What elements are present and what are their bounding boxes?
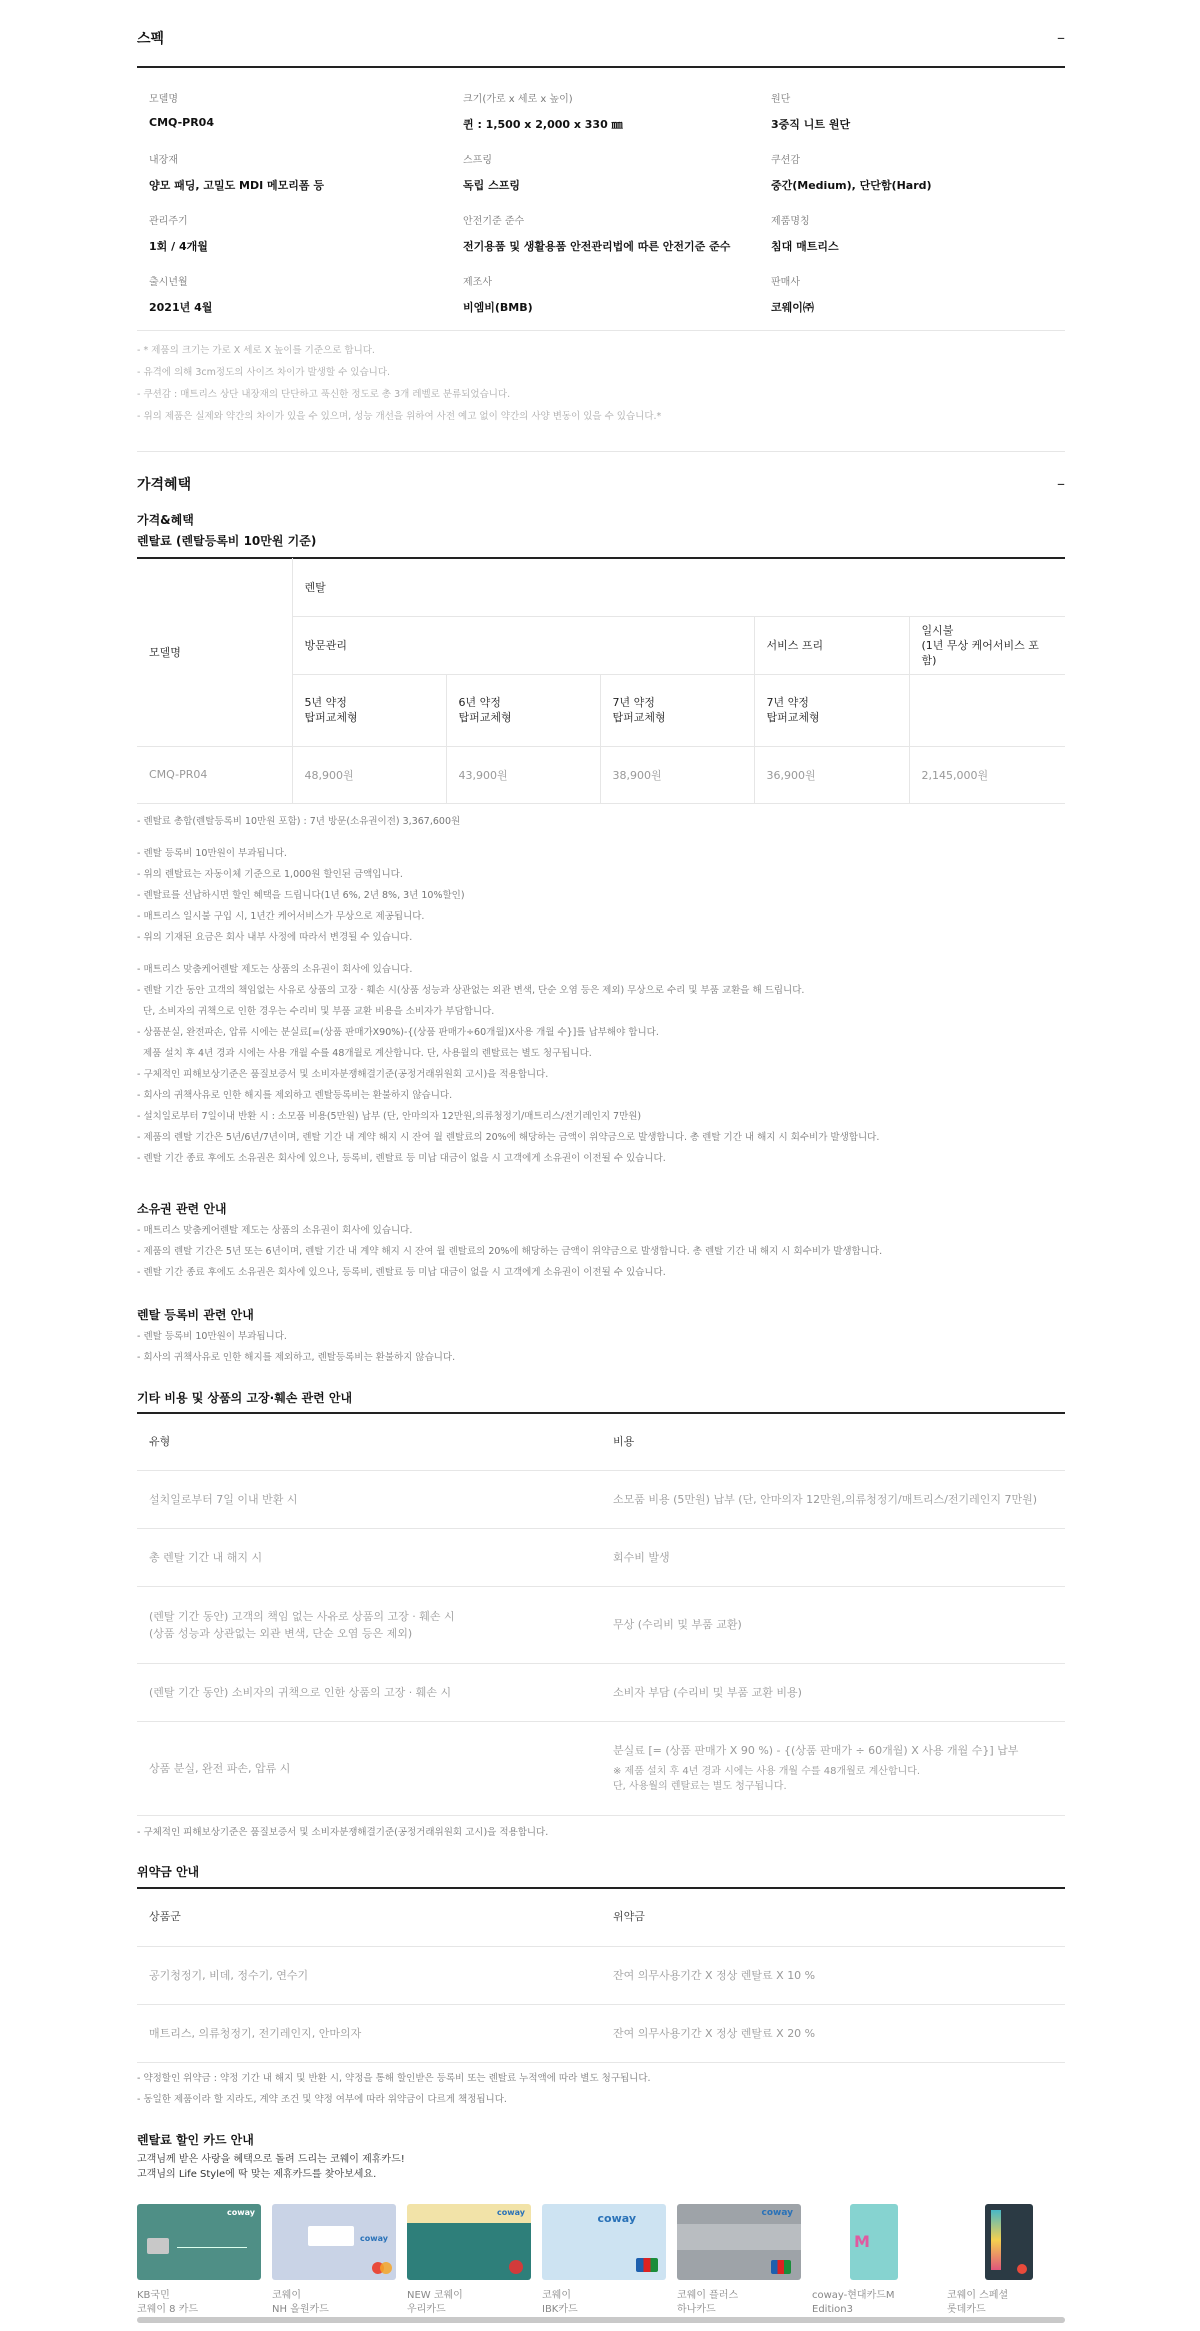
col-header-product: 상품군 (137, 1888, 601, 1946)
plan-header: 5년 약정 탑퍼교체형 (292, 674, 446, 746)
rental-note: - 구체적인 피해보상기준은 품질보증서 및 소비자분쟁해결기준(공정거래위원회 고시)을 적용합니다. (137, 1069, 549, 1080)
section-divider (137, 451, 1065, 452)
spec-value: 독립 스프링 (463, 179, 520, 192)
spec-item (771, 273, 814, 315)
spec-section-header[interactable] (137, 28, 1065, 48)
spec-label: 스프링 (463, 155, 492, 166)
spec-label: 모델명 (149, 94, 178, 105)
spec-label: 내장재 (149, 155, 178, 166)
total-note: - 렌탈료 총합(렌탈등록비 10만원 포함) : 7년 방문(소유권이전) 3,367,600원 (137, 816, 461, 827)
spec-label: 관리주기 (149, 216, 188, 227)
spec-label: 출시년월 (149, 277, 188, 288)
card-name: 코웨이 스페셜 롯데카드 (947, 2290, 1009, 2315)
spec-value: 코웨이㈜ (771, 301, 814, 314)
lump-sum-header: 일시불 (1년 무상 케어서비스 포함) (909, 616, 1065, 674)
spec-value: CMQ-PR04 (149, 116, 214, 129)
type-cell: 총 렌탈 기간 내 해지 시 (137, 1528, 601, 1586)
row-price: 2,145,000원 (909, 746, 1065, 803)
price-collapse-icon[interactable]: – (1057, 474, 1065, 493)
type-cell: (렌탈 기간 동안) 소비자의 귀책으로 인한 상품의 고장 · 훼손 시 (137, 1663, 601, 1721)
ownership-note: - 제품의 렌탈 기간은 5년 또는 6년이며, 렌탈 기간 내 계약 해지 시 잔여 월 렌탈료의 20%에 해당하는 금액이 위약금으로 발생합니다. 총 렌탈 기간 내 해지 시 회수비가 발생합니다. (137, 1246, 883, 1257)
card-desc-line: 고객님께 받은 사랑을 혜택으로 돌려 드리는 코웨이 제휴카드! (137, 2154, 405, 2165)
spec-note: - 유격에 의해 3cm정도의 사이즈 차이가 발생할 수 있습니다. (137, 367, 391, 378)
card-image[interactable] (850, 2204, 898, 2280)
card-brand: coway (597, 2212, 636, 2225)
card-name: 코웨이 플러스 하나카드 (677, 2290, 739, 2315)
card-brand: coway (227, 2208, 255, 2217)
card-band (677, 2224, 801, 2250)
mastercard-icon (1017, 2264, 1027, 2274)
card-brand: coway (761, 2208, 793, 2218)
spec-value: 2021년 4월 (149, 301, 213, 314)
col-header-penalty: 위약금 (601, 1888, 1065, 1946)
loss-fee-sub: ※ 제품 설치 후 4년 경과 시에는 사용 개월 수를 48개월로 계산합니다. 단, 사용월의 렌탈료는 별도 청구됩니다. (613, 1766, 921, 1792)
price-section-header[interactable] (137, 474, 1065, 494)
spec-value: 전기용품 및 생활용품 안전관리법에 따른 안전기준 준수 (463, 240, 731, 253)
rental-note: - 렌탈 등록비 10만원이 부과됩니다. (137, 848, 287, 859)
spec-item (149, 273, 212, 315)
rental-note: - 상품분실, 완전파손, 압류 시에는 분실료[=(상품 판매가X90%)-{(상품 판매가÷60개월)X사용 개월 수}]를 납부해야 합니다. (137, 1027, 659, 1038)
plan-header: 7년 약정 탑퍼교체형 (600, 674, 754, 746)
unionpay-icon (636, 2258, 658, 2272)
card-line (177, 2247, 247, 2248)
penalty-note: - 약정할인 위약금 : 약정 기간 내 해지 및 반환 시, 약정을 통해 할인받은 등록비 또는 렌탈료 누적액에 따라 별도 청구됩니다. (137, 2073, 651, 2084)
rental-note: - 제품의 렌탈 기간은 5년/6년/7년이며, 렌탈 기간 내 계약 해지 시 잔여 월 렌탈료의 20%에 해당하는 금액이 위약금으로 발생합니다. 총 렌탈 기간 내 해지 시 회수비가 발생합니다. (137, 1132, 880, 1143)
plan-header: 6년 약정 탑퍼교체형 (446, 674, 600, 746)
registration-notes (137, 1326, 1065, 1368)
card-image[interactable] (985, 2204, 1033, 2280)
spec-item (463, 151, 520, 193)
model-header: 모델명 (137, 558, 292, 746)
card-name: 코웨이 NH 올원카드 (272, 2290, 329, 2315)
spec-label: 쿠션감 (771, 155, 800, 166)
scrollbar-thumb[interactable] (137, 2317, 1065, 2323)
spec-item (463, 212, 730, 254)
spec-item (771, 90, 850, 132)
card-image[interactable] (542, 2204, 666, 2280)
loss-fee-formula: 분실료 [= (상품 판매가 X 90 %) - {(상품 판매가 ÷ 60개월) X 사용 개월 수}] 납부 (613, 1744, 1019, 1757)
card-mark-icon (509, 2260, 523, 2274)
card-image[interactable] (407, 2204, 531, 2280)
spec-divider (137, 66, 1065, 68)
card-title: 렌탈료 할인 카드 안내 (137, 2133, 254, 2147)
card-desc (137, 2152, 405, 2182)
jcb-icon (771, 2260, 791, 2274)
penalty-cell: 잔여 의무사용기간 X 정상 렌탈료 X 10 % (601, 1946, 1065, 2004)
spec-note: - * 제품의 크기는 가로 X 세로 X 높이를 기준으로 합니다. (137, 345, 375, 356)
penalty-cell: 잔여 의무사용기간 X 정상 렌탈료 X 20 % (601, 2004, 1065, 2062)
registration-note: - 렌탈 등록비 10만원이 부과됩니다. (137, 1331, 287, 1342)
card-image[interactable] (272, 2204, 396, 2280)
ownership-notes (137, 1220, 1065, 1283)
cost-cell: 무상 (수리비 및 부품 교환) (601, 1586, 1065, 1663)
cost-cell: 회수비 발생 (601, 1528, 1065, 1586)
penalty-table (137, 1888, 1065, 2063)
visit-header: 방문관리 (292, 616, 754, 674)
spec-value: 비엠비(BMB) (463, 301, 533, 314)
ownership-title: 소유권 관련 안내 (137, 1202, 227, 1216)
cost-cell (601, 1721, 1065, 1815)
card-brand: coway (360, 2234, 388, 2243)
rental-note: - 위의 기재된 요금은 회사 내부 사정에 따라서 변경될 수 있습니다. (137, 932, 413, 943)
spec-label: 제품명칭 (771, 216, 810, 227)
spec-label: 원단 (771, 94, 791, 105)
card-stripe (991, 2210, 1001, 2270)
rental-note: - 매트리스 일시불 구입 시, 1년간 케어서비스가 무상으로 제공됩니다. (137, 911, 425, 922)
row-price: 43,900원 (446, 746, 600, 803)
rental-notes (137, 811, 1065, 1169)
service-free-header: 서비스 프리 (754, 616, 909, 674)
empty-cell (909, 674, 1065, 746)
registration-title: 렌탈 등록비 관련 안내 (137, 1308, 254, 1322)
card-image[interactable] (677, 2204, 801, 2280)
price-subtitle: 가격&혜택 (137, 513, 194, 527)
spec-value: 퀸 : 1,500 x 2,000 x 330 ㎜ (463, 118, 623, 131)
rental-fee-title: 렌탈료 (렌탈등록비 10만원 기준) (137, 534, 317, 548)
spec-note: - 위의 제품은 실제와 약간의 차이가 있을 수 있으며, 성능 개선을 위하여 사전 예고 없이 약간의 사양 변동이 있을 수 있습니다.* (137, 411, 662, 422)
card-name: coway-현대카드M Edition3 (812, 2290, 895, 2315)
other-costs-title: 기타 비용 및 상품의 고장·훼손 관련 안내 (137, 1391, 353, 1405)
spec-label: 안전기준 준수 (463, 216, 525, 227)
rental-fee-table (137, 558, 1065, 804)
spec-value: 침대 매트리스 (771, 240, 839, 253)
other-costs-table (137, 1413, 1065, 1816)
rental-note: 제품 설치 후 4년 경과 시에는 사용 개월 수를 48개월로 계산합니다. 단, 사용월의 렌탈료는 별도 청구됩니다. (137, 1048, 592, 1059)
registration-note: - 회사의 귀책사유로 인한 해지를 제외하고, 렌탈등록비는 환불하지 않습니다. (137, 1352, 456, 1363)
spec-value: 양모 패딩, 고밀도 MDI 메모리폼 등 (149, 179, 325, 192)
rental-note: - 설치일로부터 7일이내 반환 시 : 소모품 비용(5만원) 납부 (단, 안마의자 12만원,의류청정기/매트리스/전기레인지 7만원) (137, 1111, 642, 1122)
rental-note: - 매트리스 맞춤케어렌탈 제도는 상품의 소유권이 회사에 있습니다. (137, 964, 413, 975)
col-header-type: 유형 (137, 1413, 601, 1470)
penalty-title: 위약금 안내 (137, 1865, 200, 1879)
spec-note: - 쿠션감 : 매트리스 상단 내장재의 단단하고 푹신한 정도로 총 3개 레벨로 분류되었습니다. (137, 389, 511, 400)
spec-value: 3중직 니트 원단 (771, 118, 851, 131)
card-name: KB국민 코웨이 8 카드 (137, 2290, 199, 2315)
ownership-note: - 렌탈 기간 종료 후에도 소유권은 회사에 있으나, 등록비, 렌탈료 등 미납 대금이 없을 시 고객에게 소유권이 이전될 수 있습니다. (137, 1267, 666, 1278)
card-brand: coway (497, 2208, 525, 2217)
row-price: 38,900원 (600, 746, 754, 803)
card-carousel-scrollbar[interactable] (137, 2317, 1065, 2323)
spec-item (149, 151, 324, 193)
rental-header: 렌탈 (292, 558, 1065, 616)
cost-cell: 소모품 비용 (5만원) 납부 (단, 안마의자 12만원,의류청정기/매트리스/전기레인지 7만원) (601, 1470, 1065, 1528)
spec-label: 판매사 (771, 277, 800, 288)
spec-item (149, 90, 214, 129)
penalty-note: - 동일한 제품이라 할 지라도, 계약 조건 및 약정 여부에 따라 위약금이 다르게 책정됩니다. (137, 2094, 507, 2105)
chip-icon (147, 2238, 169, 2254)
card-desc-line: 고객님의 Life Style에 딱 맞는 제휴카드를 찾아보세요. (137, 2169, 377, 2180)
spec-notes-divider (137, 330, 1065, 331)
spec-value: 1회 / 4개월 (149, 240, 208, 253)
rental-note: - 렌탈료를 선납하시면 할인 혜택을 드립니다(1년 6%, 2년 8%, 3년 10%할인) (137, 890, 465, 901)
card-logo (308, 2226, 354, 2246)
rental-note: - 렌탈 기간 동안 고객의 책임없는 사유로 상품의 고장 · 훼손 시(상품 성능과 상관없는 외관 변색, 단순 오염 등은 제외) 무상으로 수리 및 부품 교환을 해 드립니다. (137, 985, 805, 996)
type-cell: 상품 분실, 완전 파손, 압류 시 (137, 1721, 601, 1815)
product-cell: 공기청정기, 비데, 정수기, 연수기 (137, 1946, 601, 2004)
mastercard-icon (380, 2262, 392, 2274)
price-title: 가격혜택 (137, 477, 192, 493)
product-cell: 매트리스, 의류청정기, 전기레인지, 안마의자 (137, 2004, 601, 2062)
spec-label: 제조사 (463, 277, 492, 288)
spec-collapse-icon[interactable]: – (1057, 28, 1065, 47)
card-image[interactable] (137, 2204, 261, 2280)
spec-label: 크기(가로 x 세로 x 높이) (463, 94, 573, 105)
spec-value: 중간(Medium), 단단함(Hard) (771, 179, 932, 192)
plan-header: 7년 약정 탑퍼교체형 (754, 674, 909, 746)
type-cell: 설치일로부터 7일 이내 반환 시 (137, 1470, 601, 1528)
rental-note: - 렌탈 기간 종료 후에도 소유권은 회사에 있으나, 등록비, 렌탈료 등 미납 대금이 없을 시 고객에게 소유권이 이전될 수 있습니다. (137, 1153, 666, 1164)
rental-note: - 회사의 귀책사유로 인한 해지를 제외하고 렌탈등록비는 환불하지 않습니다. (137, 1090, 453, 1101)
card-name: 코웨이 IBK카드 (542, 2290, 578, 2315)
penalty-notes (137, 2068, 1065, 2110)
row-price: 36,900원 (754, 746, 909, 803)
spec-item (149, 212, 208, 254)
cost-cell: 소비자 부담 (수리비 및 부품 교환 비용) (601, 1663, 1065, 1721)
type-cell: (렌탈 기간 동안) 고객의 책임 없는 사유로 상품의 고장 · 훼손 시 (상품 성능과 상관없는 외관 변색, 단순 오염 등은 제외) (137, 1586, 601, 1663)
spec-item (463, 90, 623, 132)
row-price: 48,900원 (292, 746, 446, 803)
rental-note: 단, 소비자의 귀책으로 인한 경우는 수리비 및 부품 교환 비용을 소비자가 부담합니다. (137, 1006, 495, 1017)
row-model: CMQ-PR04 (137, 746, 292, 803)
ownership-note: - 매트리스 맞춤케어렌탈 제도는 상품의 소유권이 회사에 있습니다. (137, 1225, 413, 1236)
card-brand: M (854, 2232, 870, 2251)
card-name: NEW 코웨이 우리카드 (407, 2290, 463, 2315)
spec-notes (137, 340, 1065, 428)
spec-item (463, 273, 533, 315)
spec-title: 스펙 (137, 31, 165, 47)
other-costs-footnote: - 구체적인 피해보상기준은 품질보증서 및 소비자분쟁해결기준(공정거래위원회 고시)을 적용합니다. (137, 1827, 549, 1838)
col-header-cost: 비용 (601, 1413, 1065, 1470)
spec-item (771, 151, 932, 193)
spec-item (771, 212, 839, 254)
rental-note: - 위의 렌탈료는 자동이체 기준으로 1,000원 할인된 금액입니다. (137, 869, 403, 880)
